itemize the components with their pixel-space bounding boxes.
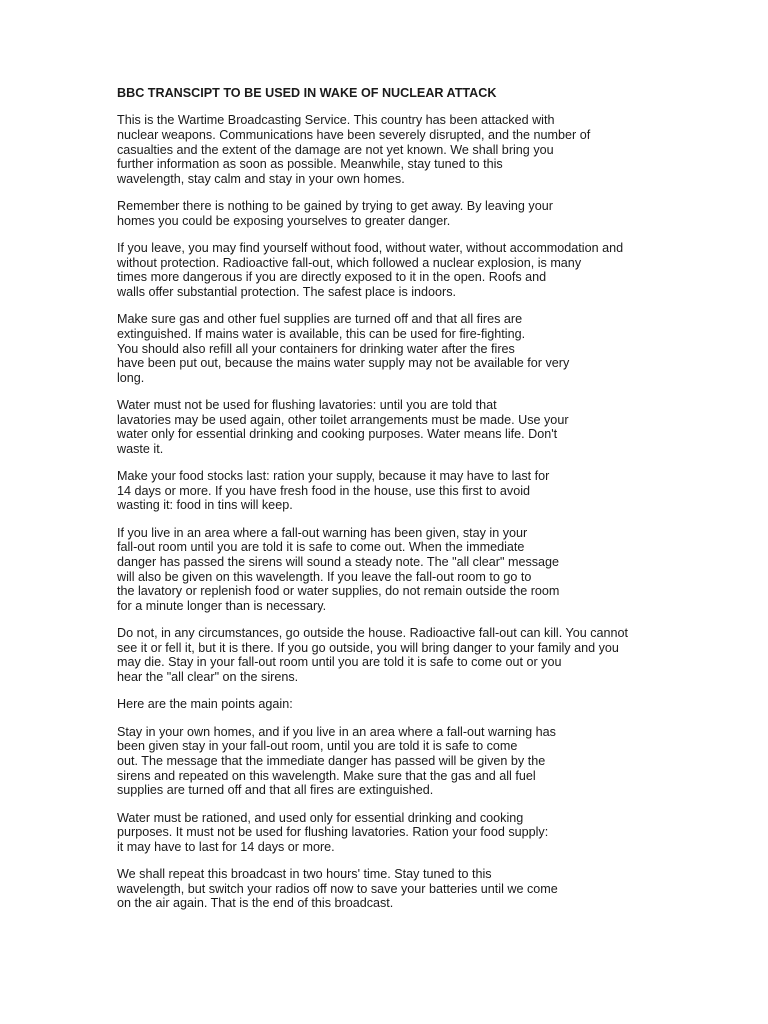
- text-line: may die. Stay in your fall-out room until you are told it is safe to come out or you: [117, 655, 562, 670]
- text-line: been given stay in your fall-out room, until you are told it is safe to come: [117, 739, 518, 754]
- text-line: further information as soon as possible. Meanwhile, stay tuned to this: [117, 157, 503, 172]
- text-line: casualties and the extent of the damage are not yet known. We shall bring you: [117, 142, 554, 157]
- paragraph: [117, 312, 657, 385]
- text-line: Remember there is nothing to be gained by trying to get away. By leaving your: [117, 199, 553, 214]
- paragraph-list: [117, 113, 657, 910]
- text-line: Here are the main points again:: [117, 697, 293, 712]
- text-line: homes you could be exposing yourselves to greater danger.: [117, 213, 451, 228]
- text-line: Water must not be used for flushing lavatories: until you are told that: [117, 398, 497, 413]
- text-line: for a minute longer than is necessary.: [117, 598, 327, 613]
- paragraph: [117, 626, 657, 684]
- text-line: wavelength, stay calm and stay in your own homes.: [117, 171, 405, 186]
- text-line: extinguished. If mains water is available, this can be used for fire-fighting.: [117, 326, 526, 341]
- text-line: You should also refill all your containers for drinking water after the fires: [117, 341, 515, 356]
- paragraph: [117, 811, 657, 855]
- text-line: it may have to last for 14 days or more.: [117, 839, 335, 854]
- paragraph: [117, 697, 657, 712]
- paragraph: [117, 241, 657, 299]
- text-line: out. The message that the immediate danger has passed will be given by the: [117, 753, 546, 768]
- text-line: If you leave, you may find yourself without food, without water, without accommodation and: [117, 241, 624, 256]
- text-line: Stay in your own homes, and if you live in an area where a fall-out warning has: [117, 724, 556, 739]
- text-line: 14 days or more. If you have fresh food in the house, use this first to avoid: [117, 483, 531, 498]
- text-line: If you live in an area where a fall-out warning has been given, stay in your: [117, 525, 528, 540]
- text-line: Make your food stocks last: ration your supply, because it may have to last for: [117, 469, 550, 484]
- text-line: waste it.: [117, 441, 164, 456]
- text-line: long.: [117, 370, 145, 385]
- text-line: without protection. Radioactive fall-out, which followed a nuclear explosion, is many: [117, 255, 582, 270]
- text-line: have been put out, because the mains water supply may not be available for very: [117, 356, 570, 371]
- text-line: Make sure gas and other fuel supplies are turned off and that all fires are: [117, 312, 523, 327]
- paragraph: [117, 113, 657, 186]
- paragraph: [117, 725, 657, 798]
- text-line: water only for essential drinking and cooking purposes. Water means life. Don't: [117, 427, 558, 442]
- text-line: fall-out room until you are told it is safe to come out. When the immediate: [117, 540, 525, 555]
- text-line: We shall repeat this broadcast in two hours' time. Stay tuned to this: [117, 867, 492, 882]
- text-line: This is the Wartime Broadcasting Service. This country has been attacked with: [117, 113, 555, 128]
- text-line: Do not, in any circumstances, go outside the house. Radioactive fall-out can kill. You cannot: [117, 626, 629, 641]
- text-line: times more dangerous if you are directly exposed to it in the open. Roofs and: [117, 270, 547, 285]
- text-line: supplies are turned off and that all fires are extinguished.: [117, 783, 434, 798]
- document-title: BBC TRANSCIPT TO BE USED IN WAKE OF NUCLEAR ATTACK: [117, 86, 497, 100]
- text-line: lavatories may be used again, other toilet arrangements must be made. Use your: [117, 412, 569, 427]
- transcript-body: [117, 86, 657, 924]
- text-line: danger has passed the sirens will sound a steady note. The "all clear" message: [117, 555, 560, 570]
- text-line: will also be given on this wavelength. If you leave the fall-out room to go to: [117, 569, 532, 584]
- paragraph: [117, 199, 657, 228]
- paragraph: [117, 526, 657, 614]
- text-line: see it or fell it, but it is there. If you go outside, you will bring danger to your family and you: [117, 640, 619, 655]
- text-line: hear the "all clear" on the sirens.: [117, 669, 299, 684]
- text-line: nuclear weapons. Communications have been severely disrupted, and the number of: [117, 127, 591, 142]
- text-line: sirens and repeated on this wavelength. Make sure that the gas and all fuel: [117, 768, 536, 783]
- text-line: wasting it: food in tins will keep.: [117, 498, 293, 513]
- paragraph: [117, 469, 657, 513]
- text-line: the lavatory or replenish food or water supplies, do not remain outside the room: [117, 584, 560, 599]
- text-line: on the air again. That is the end of this broadcast.: [117, 896, 394, 911]
- text-line: wavelength, but switch your radios off now to save your batteries until we come: [117, 881, 558, 896]
- text-line: Water must be rationed, and used only for essential drinking and cooking: [117, 810, 524, 825]
- text-line: walls offer substantial protection. The safest place is indoors.: [117, 284, 457, 299]
- text-line: purposes. It must not be used for flushing lavatories. Ration your food supply:: [117, 825, 549, 840]
- paragraph: [117, 398, 657, 456]
- paragraph: [117, 867, 657, 911]
